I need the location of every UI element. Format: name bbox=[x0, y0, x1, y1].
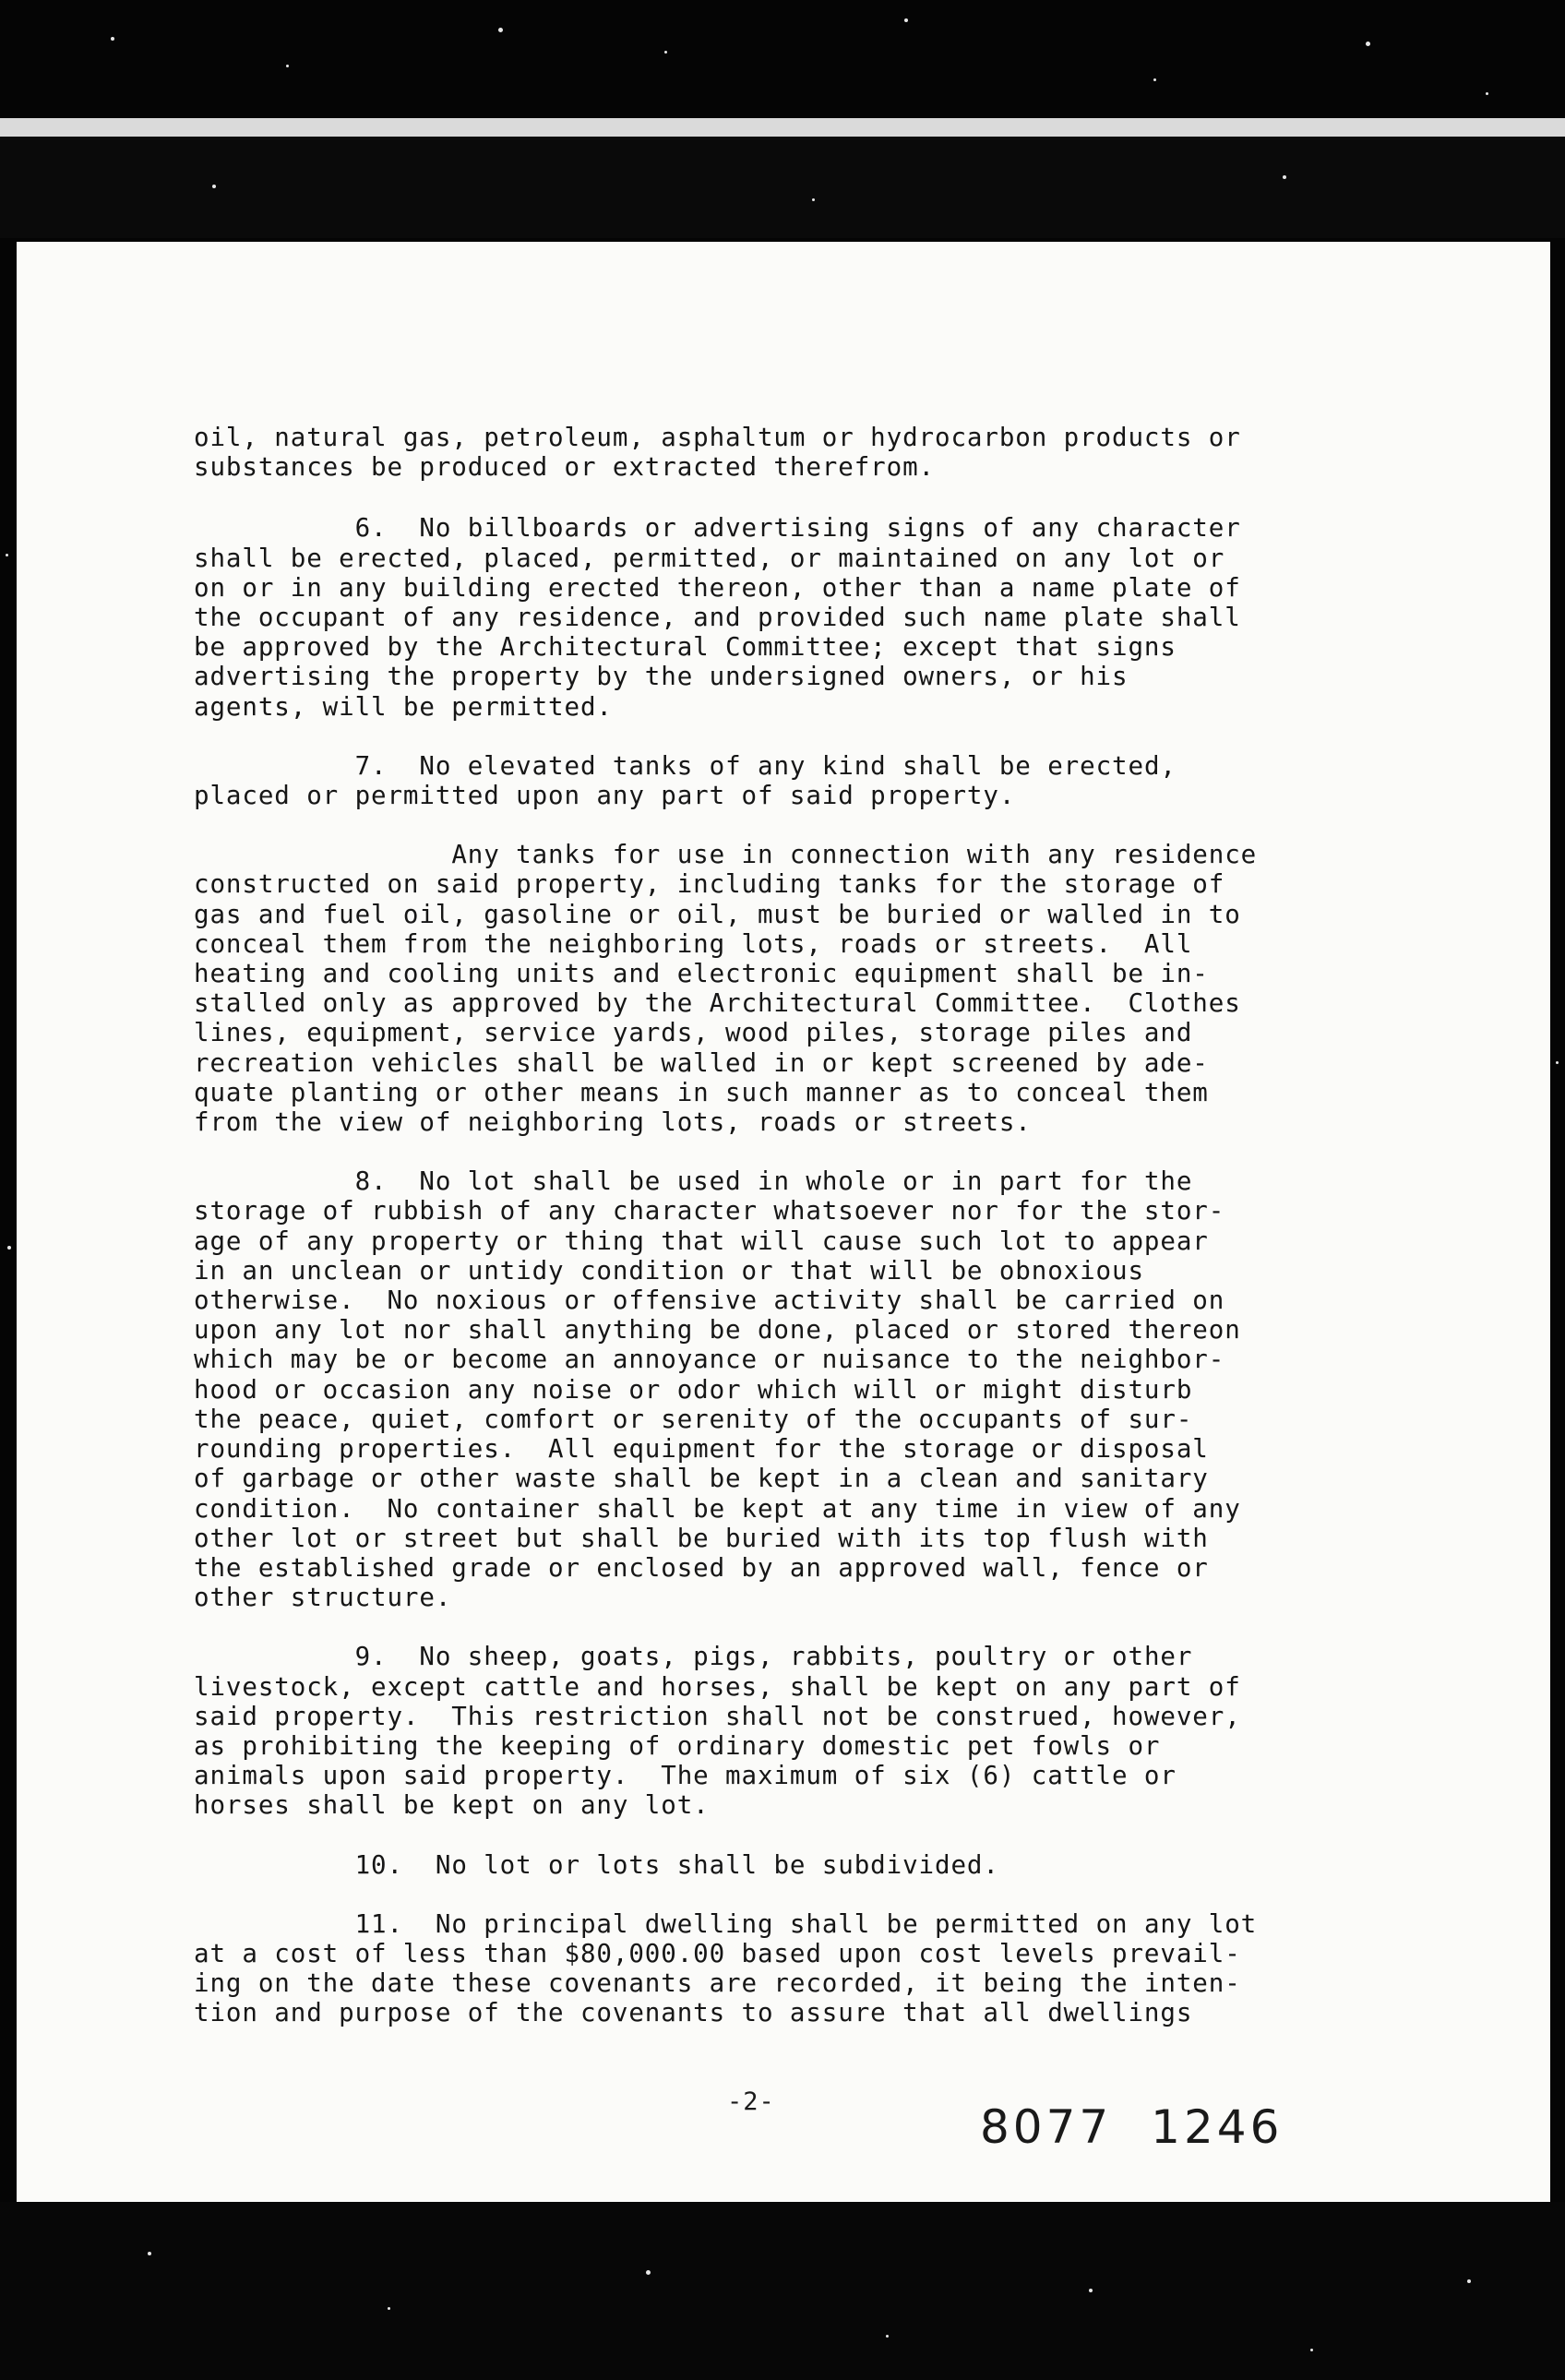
paragraph-10-subdivision: 10. No lot or lots shall be subdivided. bbox=[194, 1849, 999, 1880]
paragraph-8-rubbish: 8. No lot shall be used in whole or in part for the storage of rubbish of any character whatsoever nor for the stor- age of any property or thing that will cause such lot to appear in an unclean or untidy condition or that will be obnoxious otherwise. No noxious or offensive activity shall be carried on upon any lot nor shall anything be done, placed or stored thereon which may be or become an annoyance or nuisance to the neighbor- hood or occasion any noise or odor which will or might disturb the peace, quiet, comfort or serenity of the occupants of sur- rounding properties. All equipment for the storage or disposal of garbage or other waste shall be kept in a clean and sanitary condition. No container shall be kept at any time in view of any other lot or street but shall be buried with its top flush with the established grade or enclosed by an approved wall, fence or other structure. bbox=[194, 1166, 1241, 1613]
scan-speck bbox=[286, 65, 289, 67]
paragraph-7-tanks-continued: Any tanks for use in connection with any residence constructed on said property, including tanks for the storage of gas and fuel oil, gasoline or oil, must be buried or walled in to conceal them from the neighboring lots, roads or streets. All heating and cooling units and electronic equipment shall be in- stalled only as approved by the Architectural Committee. Clothes lines, equipment, service yards, wood piles, storage piles and recreation vehicles shall be walled in or kept screened by ade- quate planting or other means in such manner as to conceal them from the view of neighboring lots, roads or streets. bbox=[194, 840, 1258, 1138]
scan-speck bbox=[498, 28, 503, 32]
scan-speck bbox=[7, 1246, 11, 1250]
scan-speck bbox=[111, 37, 114, 41]
scan-speck bbox=[6, 554, 8, 556]
scan-speck bbox=[1366, 42, 1370, 46]
paragraph-continuation: oil, natural gas, petroleum, asphaltum or hydrocarbon products or substances be produced or extracted therefrom. bbox=[194, 423, 1241, 483]
scan-speck bbox=[904, 18, 908, 22]
scan-shadow bbox=[0, 137, 1565, 238]
record-stamp: 8077 1246 bbox=[980, 2100, 1284, 2154]
scan-speck bbox=[1089, 2289, 1093, 2292]
page-number: -2- bbox=[727, 2087, 775, 2116]
document-body bbox=[194, 423, 1384, 2058]
scan-speck bbox=[1556, 1061, 1559, 1064]
paragraph-9-livestock: 9. No sheep, goats, pigs, rabbits, poultry or other livestock, except cattle and horses, shall be kept on any part of said property. This restriction shall not be construed, however, as prohibiting the keeping of ordinary domestic pet fowls or animals upon said property. The maximum of six (6) cattle or horses shall be kept on any lot. bbox=[194, 1642, 1241, 1821]
scan-speck bbox=[646, 2270, 651, 2275]
scan-speck bbox=[812, 198, 815, 201]
paragraph-11-dwelling-cost: 11. No principal dwelling shall be permitted on any lot at a cost of less than $80,000.00 based upon cost levels prevail- ing on the date these covenants are recorded, it being the inten- tion and purpose of the covenants to assure that all dwellings bbox=[194, 1908, 1258, 2028]
paragraph-6-signs: 6. No billboards or advertising signs of any character shall be erected, placed, permitted, or maintained on any lot or on or in any building erected thereon, other than a name plate of the occupant of any residence, and provided such name plate shall be approved by the Architectural Committee; except that signs advertising the property by the undersigned owners, or his agents, will be permitted. bbox=[194, 513, 1241, 722]
scan-speck bbox=[1283, 175, 1286, 179]
scan-speck bbox=[886, 2335, 889, 2338]
scan-speck bbox=[1310, 2349, 1313, 2351]
scan-speck bbox=[664, 51, 667, 54]
scan-speck bbox=[388, 2307, 390, 2310]
scan-speck bbox=[212, 185, 216, 188]
scan-speck bbox=[1153, 78, 1156, 81]
scan-speck bbox=[148, 2252, 151, 2255]
scan-speck bbox=[1467, 2279, 1471, 2283]
scan-speck bbox=[1486, 92, 1488, 95]
paragraph-7-tanks: 7. No elevated tanks of any kind shall be erected, placed or permitted upon any part of said property. bbox=[194, 750, 1177, 811]
scan-bottom-shadow bbox=[0, 2202, 1565, 2380]
